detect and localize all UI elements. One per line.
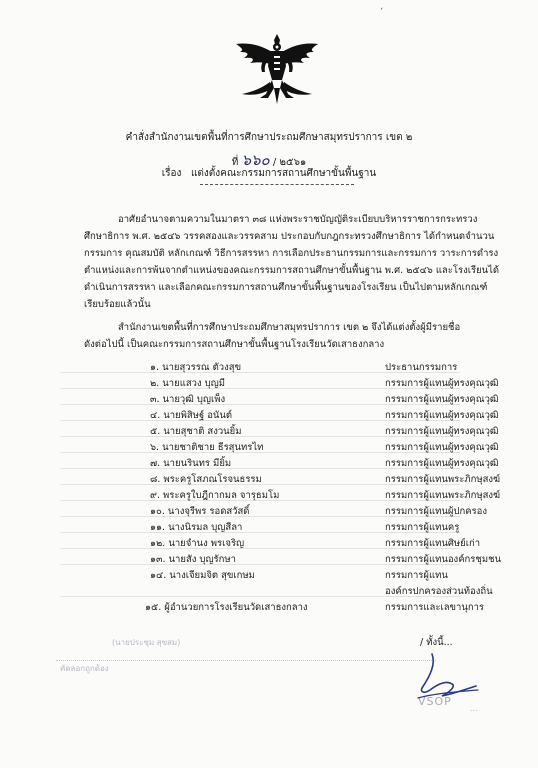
bleed-through-text <box>56 660 436 661</box>
order-number-handwritten: ๖๖๐ <box>241 151 270 169</box>
member-row <box>0 536 538 552</box>
member-name: ๓. นายวุฒิ บุญเพ็ง <box>150 394 226 405</box>
member-name: ๑๐. นางจุรีพร รอดสวัสดิ์ <box>150 506 250 517</box>
member-role: กรรมการผู้แทนศิษย์เก่า <box>385 538 481 549</box>
member-role: กรรมการผู้แทนพระภิกษุสงฆ์ <box>385 474 501 485</box>
bleed-through-text: VSOP <box>418 695 452 708</box>
continued-note: / ทั้งนี้... <box>420 637 453 648</box>
member-role: กรรมการผู้แทนผู้ทรงคุณวุฒิ <box>385 394 499 405</box>
member-name: ๘. พระครูโสภณโรจนธรรม <box>150 474 262 485</box>
member-role: กรรมการผู้แทนผู้ทรงคุณวุฒิ <box>385 458 499 469</box>
member-role: องค์กรปกครองส่วนท้องถิ่น <box>385 586 493 597</box>
member-row <box>0 408 538 424</box>
member-role: กรรมการผู้แทน <box>385 570 448 581</box>
member-role: กรรมการผู้แทนผู้ปกครอง <box>385 506 488 517</box>
member-row <box>0 568 538 584</box>
paragraph1-line: เรียบร้อยแล้วนั้น <box>84 299 151 310</box>
member-name: ๑๓. นายสัง บุญรักษา <box>150 554 236 565</box>
member-role: กรรมการและเลขานุการ <box>385 602 485 613</box>
member-row <box>0 552 538 568</box>
member-name: ๗. นายนรินทร มียิ้ม <box>150 458 232 469</box>
member-role: กรรมการผู้แทนพระภิกษุสงฆ์ <box>385 490 501 501</box>
member-name: ๕. นายสุชาติ สงวนยิ้ม <box>150 426 242 437</box>
member-row <box>0 584 538 600</box>
corner-mark: ´ <box>379 8 384 18</box>
member-row <box>0 376 538 392</box>
member-role: กรรมการผู้แทนผู้ทรงคุณวุฒิ <box>385 378 499 389</box>
member-role: กรรมการผู้แทนผู้ทรงคุณวุฒิ <box>385 410 499 421</box>
member-row <box>0 472 538 488</box>
subject-line <box>0 166 538 181</box>
member-row <box>0 392 538 408</box>
member-name: ๔. นายพิสิษฐ์ อนันต์ <box>150 410 233 421</box>
member-role: กรรมการผู้แทนผู้ทรงคุณวุฒิ <box>385 426 499 437</box>
member-name: ๖. นายชาติชาย ธีรสุนทรไท <box>150 442 264 453</box>
subject-label: เรื่อง <box>161 168 182 179</box>
paragraph2-line: ดังต่อไปนี้ เป็นคณะกรรมการสถานศึกษาขั้นพื้นฐานโรงเรียนวัดเสาธงกลาง <box>84 339 385 350</box>
paragraph1-line: ตำแหน่งและการพ้นจากตำแหน่งของคณะกรรมการสถานศึกษาขั้นพื้นฐาน พ.ศ. ๒๕๔๖ และโรงเรียนได้ <box>84 265 500 276</box>
subject-text: แต่งตั้งคณะกรรมการสถานศึกษาขั้นพื้นฐาน <box>190 168 377 179</box>
member-row <box>0 440 538 456</box>
paragraph1-line: อาศัยอำนาจตามความในมาตรา ๓๘ แห่งพระราชบัญญัติระเบียบบริหารราชการกระทรวง <box>118 214 478 225</box>
member-row <box>0 520 538 536</box>
member-row <box>0 360 538 376</box>
member-name: ๑๑. นางนิรมล บุญสีลา <box>150 522 243 533</box>
paragraph2-line: สำนักงานเขตพื้นที่การศึกษาประถมศึกษาสมุทรปราการ เขต ๒ จึงได้แต่งตั้งผู้มีรายชื่อ <box>118 322 461 333</box>
order-number-prefix: ที่ <box>231 157 239 168</box>
member-row <box>0 504 538 520</box>
member-row <box>0 456 538 472</box>
member-name: ๙. พระครูใบฎีกากมล จารุธมโม <box>150 490 280 501</box>
bleed-through-text: คัดลอกถูกต้อง <box>60 664 109 673</box>
paragraph1-line: กรรมการ คุณสมบัติ หลักเกณฑ์ วิธีการสรรหา การเลือกประธานกรรมการและกรรมการ วาระการดำรง <box>84 248 499 259</box>
order-year: / ๒๕๖๑ <box>272 157 307 168</box>
bleed-through-text: (นายประชุม สุขสม) <box>112 638 181 647</box>
member-name: ๑๕. ผู้อำนวยการโรงเรียนวัดเสาธงกลาง <box>145 602 308 613</box>
member-role: กรรมการผู้แทนครู <box>385 522 460 533</box>
garuda-emblem-icon <box>232 32 322 106</box>
member-role: กรรมการผู้แทนผู้ทรงคุณวุฒิ <box>385 442 499 453</box>
paragraph1-line: ศึกษาธิการ พ.ศ. ๒๕๔๖ วรรคสองและวรรคสาม ประกอบกับกฎกระทรวงศึกษาธิการ ได้กำหนดจำนวน <box>84 231 495 242</box>
member-row <box>0 424 538 440</box>
member-name: ๑๔. นางเจียมจิต สุขเกษม <box>150 570 255 581</box>
member-name: ๑. นายสุวรรณ ตัวงสุข <box>150 362 242 373</box>
signature-icon <box>412 650 482 704</box>
heading-divider <box>200 184 354 185</box>
member-role: ประธานกรรมการ <box>385 362 458 373</box>
member-role: กรรมการผู้แทนองค์กรชุมชน <box>385 554 502 565</box>
member-name: ๒. นายแสวง บุญมี <box>150 378 225 389</box>
bleed-through-text: ... <box>470 704 478 713</box>
member-row <box>0 488 538 504</box>
member-name: ๑๒. นายจำนง พรเจริญ <box>150 538 245 549</box>
member-row <box>0 600 538 616</box>
order-heading: คำสั่งสำนักงานเขตพื้นที่การศึกษาประถมศึกษาสมุทรปราการ เขต ๒ <box>125 132 413 143</box>
paragraph1-line: ดำเนินการสรรหา และเลือกคณะกรรมการสถานศึกษาขั้นพื้นฐานของโรงเรียน เป็นไปตามหลักเกณฑ์ <box>84 282 488 293</box>
